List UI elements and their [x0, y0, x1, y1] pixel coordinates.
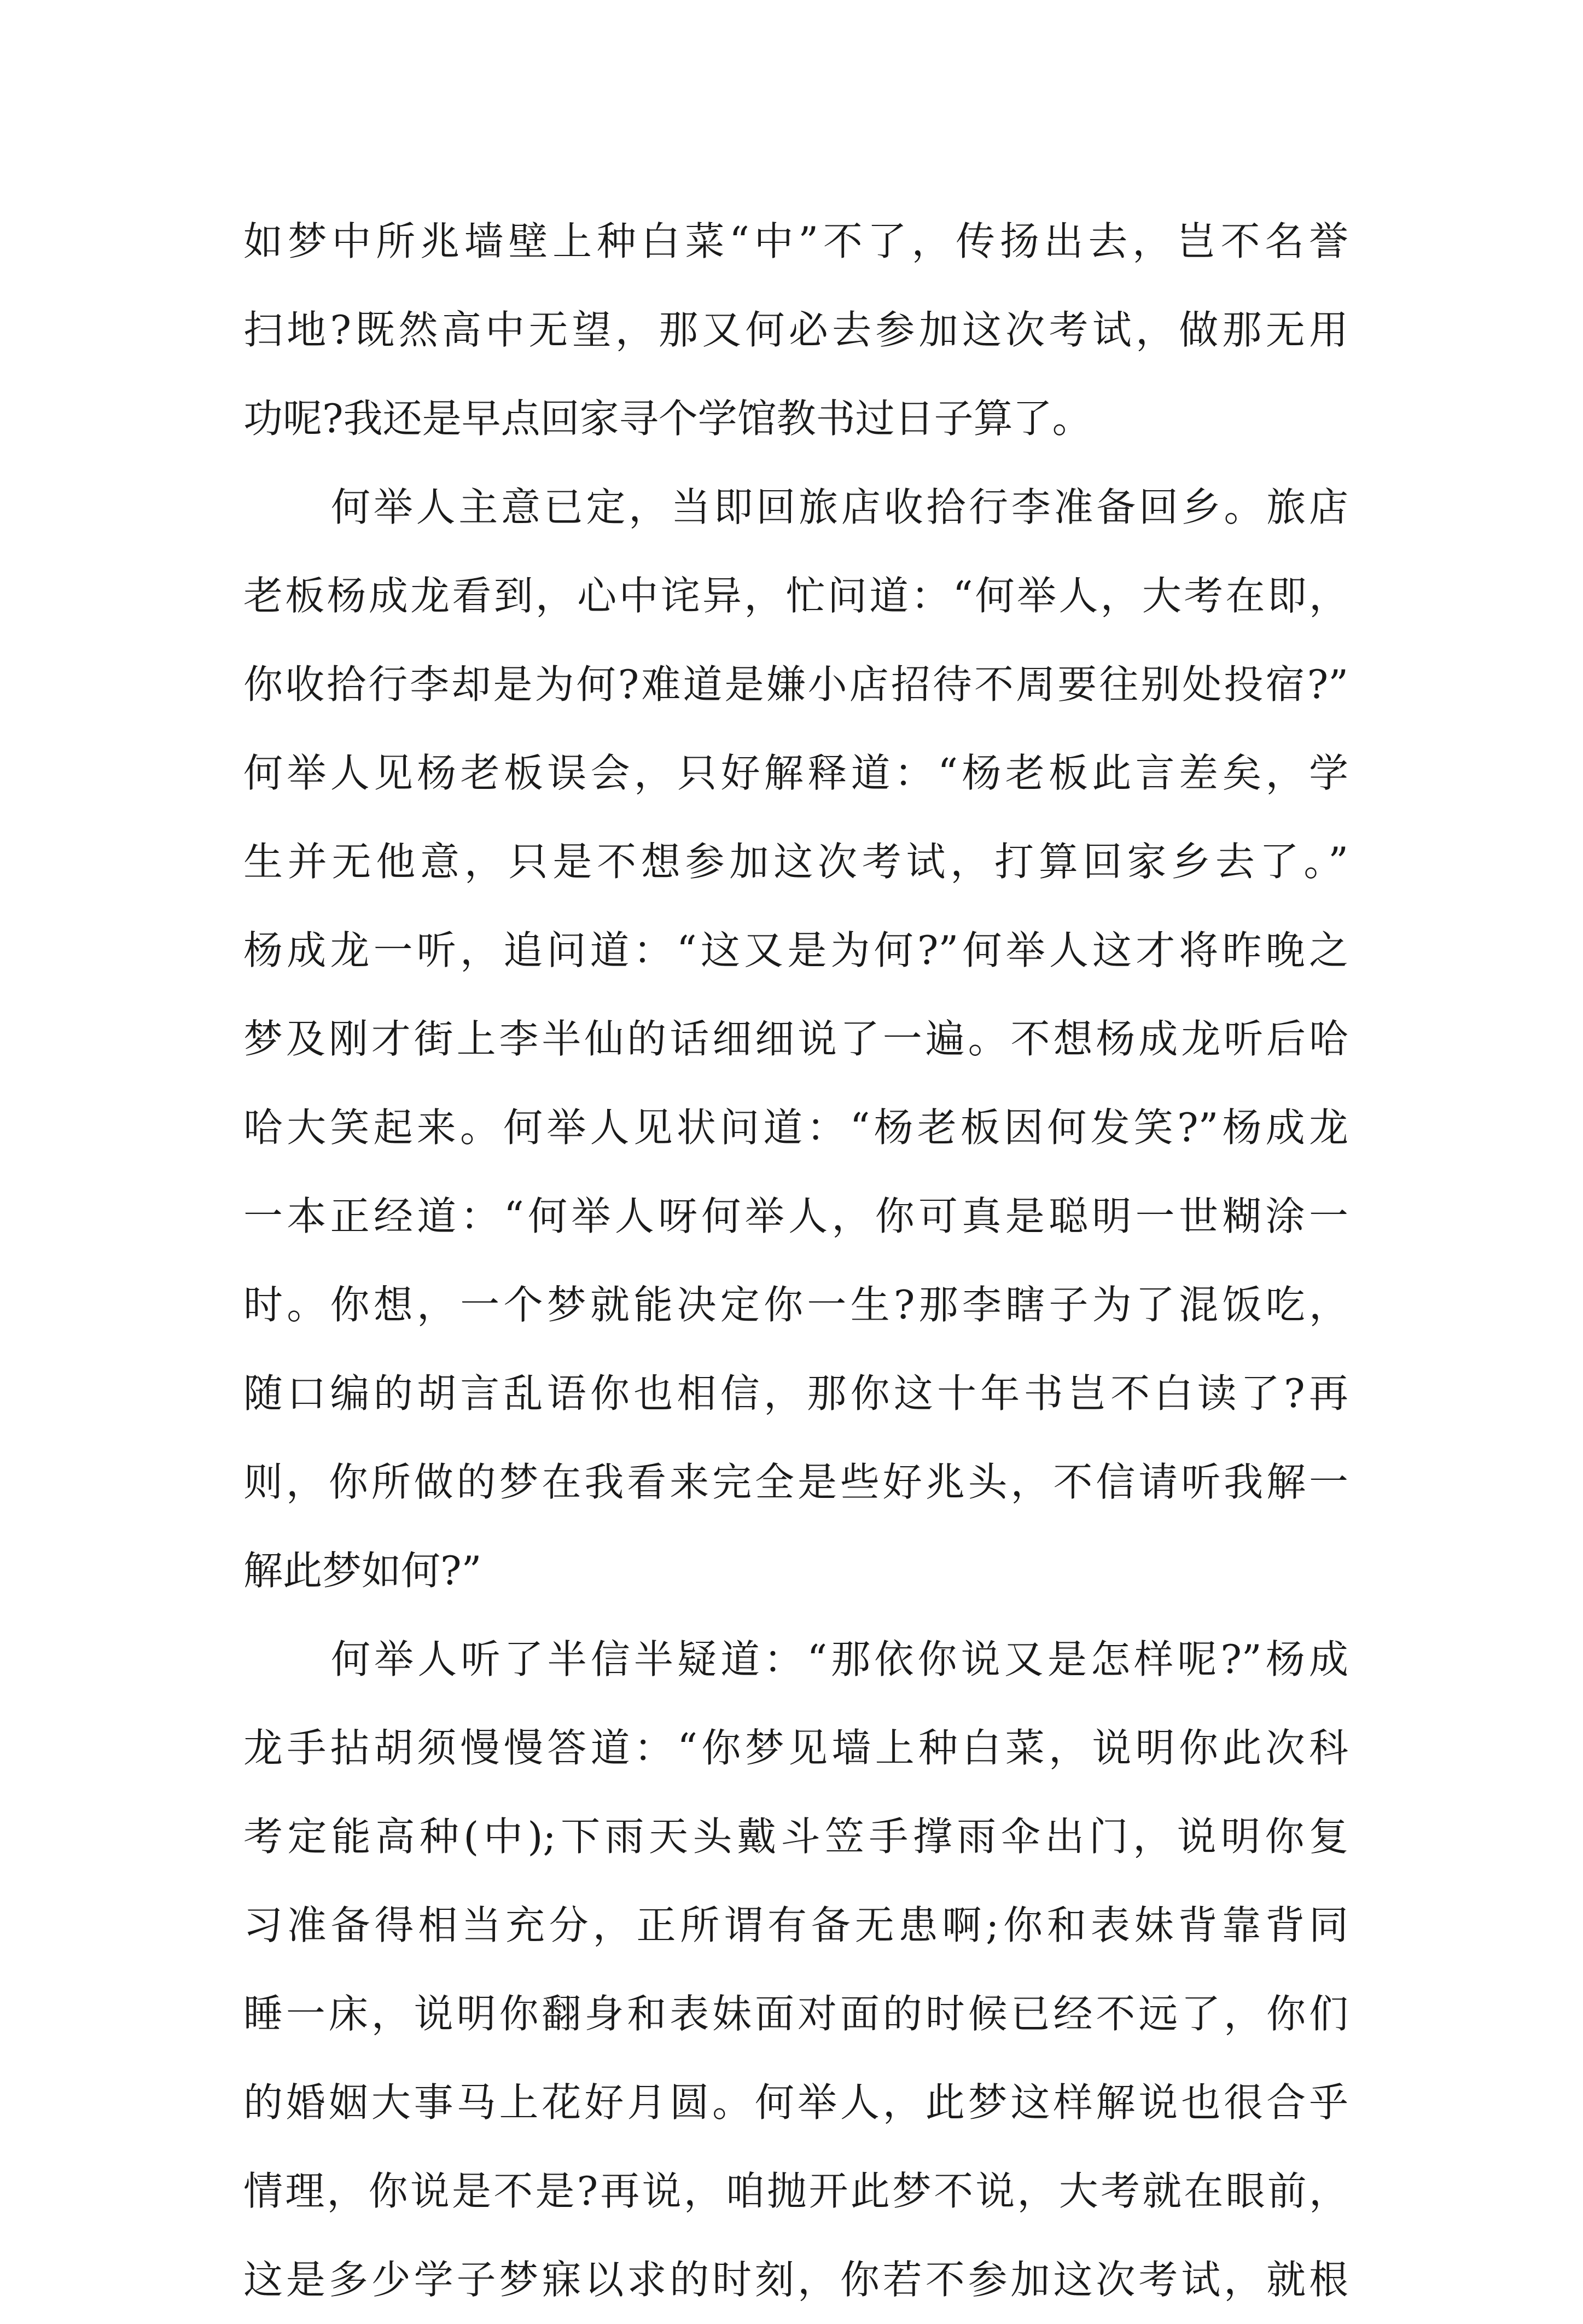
text-line-16: 解此梦如何?”: [243, 1548, 482, 1594]
text-line-5: 老板杨成龙看到，心中诧异，忙问道：“何举人，大考在即，: [243, 573, 1348, 619]
text-line-6: 你收拾行李却是为何?难道是嫌小店招待不周要往别处投宿?”: [243, 661, 1348, 707]
text-line-4: 何举人主意已定，当即回旅店收拾行李准备回乡。旅店: [331, 484, 1348, 530]
text-line-19: 考定能高种(中);下雨天头戴斗笠手撑雨伞出门，说明你复: [243, 1814, 1348, 1860]
text-line-14: 随口编的胡言乱语你也相信，那你这十年书岂不白读了?再: [243, 1370, 1348, 1416]
text-line-9: 杨成龙一听，追问道：“这又是为何?”何举人这才将昨晚之: [243, 927, 1348, 973]
text-line-10: 梦及刚才街上李半仙的话细细说了一遍。不想杨成龙听后哈: [243, 1016, 1348, 1062]
text-line-3: 功呢?我还是早点回家寻个学馆教书过日子算了。: [243, 396, 1092, 441]
text-line-1: 如梦中所兆墙壁上种白菜“中”不了，传扬出去，岂不名誉: [243, 218, 1348, 264]
text-line-7: 何举人见杨老板误会，只好解释道：“杨老板此言差矣，学: [243, 750, 1348, 796]
text-line-12: 一本正经道：“何举人呀何举人，你可真是聪明一世糊涂一: [243, 1193, 1348, 1239]
text-line-20: 习准备得相当充分，正所谓有备无患啊;你和表妹背靠背同: [243, 1902, 1348, 1948]
text-line-23: 情理，你说是不是?再说，咱抛开此梦不说，大考就在眼前，: [243, 2168, 1348, 2214]
text-line-22: 的婚姻大事马上花好月圆。何举人，此梦这样解说也很合乎: [243, 2079, 1348, 2125]
text-line-17: 何举人听了半信半疑道：“那依你说又是怎样呢?”杨成: [331, 1636, 1348, 1682]
text-line-11: 哈大笑起来。何举人见状问道：“杨老板因何发笑?”杨成龙: [243, 1105, 1348, 1151]
text-line-15: 则，你所做的梦在我看来完全是些好兆头，不信请听我解一: [243, 1459, 1348, 1505]
body-text: [243, 197, 1348, 2324]
text-line-8: 生并无他意，只是不想参加这次考试，打算回家乡去了。”: [243, 839, 1348, 885]
text-line-24: 这是多少学子梦寐以求的时刻，你若不参加这次考试，就根: [243, 2257, 1348, 2303]
text-line-21: 睡一床，说明你翻身和表妹面对面的时候已经不远了，你们: [243, 1991, 1348, 2037]
text-line-2: 扫地?既然高中无望，那又何必去参加这次考试，做那无用: [243, 307, 1348, 353]
text-line-18: 龙手拈胡须慢慢答道：“你梦见墙上种白菜，说明你此次科: [243, 1725, 1348, 1771]
text-line-13: 时。你想，一个梦就能决定你一生?那李瞎子为了混饭吃，: [243, 1282, 1348, 1328]
